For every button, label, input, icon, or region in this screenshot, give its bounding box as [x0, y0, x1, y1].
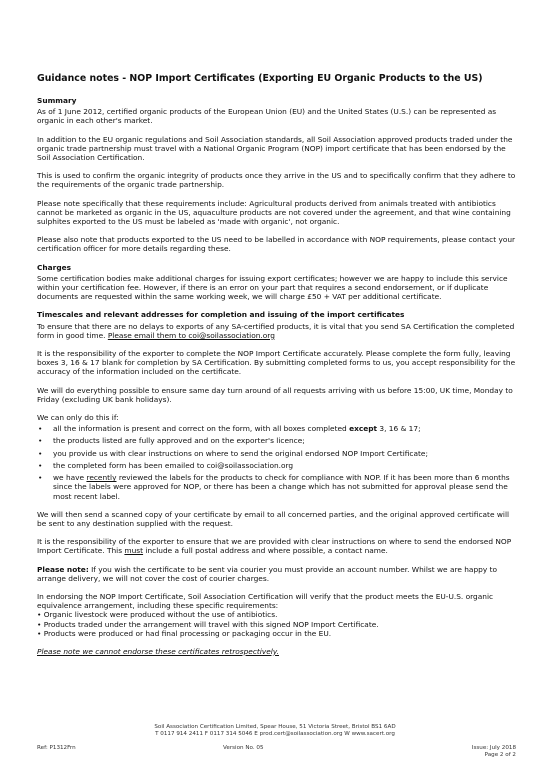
list-item-text: all the information is present and correct on the form, with all boxes completed	[53, 424, 350, 434]
summary-paragraph-1: As of 1 June 2012, certified organic products of the European Union (EU) and the United States (U.S.) can be represented as organic in each other's market.	[37, 107, 497, 126]
charges-heading: Charges	[37, 262, 72, 272]
list-item: • you provide us with clear instructions on where to send the original endorsed NOP Import Certificate;	[37, 449, 520, 458]
paragraph-text: include a full postal address and where possible, a contact name.	[143, 546, 388, 556]
timescales-paragraph-6	[37, 537, 520, 555]
summary-paragraph-5: Please also note that products exported to the US need to be labelled in accordance with NOP requirements, please contact your certification officer for more details regarding these.	[37, 235, 516, 254]
summary-heading: Summary	[37, 96, 77, 105]
note-label: Please note:	[37, 564, 89, 574]
summary-paragraph-2: In addition to the EU organic regulations and Soil Association standards, all Soil Association approved products traded under the organic trade partnership must travel with a National Organic Program (NOP) import certificate that has been endorsed by the Soil Association Certification.	[37, 134, 513, 163]
list-item	[37, 424, 520, 433]
retrospective-notice: Please note we cannot endorse these certificates retrospectively.	[37, 646, 279, 656]
timescales-heading: Timescales and relevant addresses for completion and issuing of the import certificates	[37, 310, 405, 320]
list-item-text: 3, 16 & 17;	[377, 424, 421, 434]
document-ref: Ref: P1312Frn	[37, 745, 76, 751]
list-item-text: reviewed the labels for the products to check for compliance with NOP. If it has been more than 6 months since the labels were approved for NOP, or there has been a change which has not submitted for approval please send the most recent label.	[53, 473, 510, 501]
footer-address	[0, 724, 550, 738]
footer-contact-line: T 0117 914 2411 F 0117 314 5046 E prod.cert@soilassociation.org W www.sacert.org	[155, 731, 395, 737]
document-body	[37, 96, 520, 665]
summary-paragraph-4: Please note specifically that these requirements include: Agricultural products derived from animals treated with antibiotics cannot be marketed as organic in the US, aquaculture products are not covered under the agreement, and that wine containing sulphites exported to the US must be labeled as 'made with organic', not organic.	[37, 198, 511, 227]
requirements-intro: In endorsing the NOP Import Certificate, Soil Association Certification will verify that the product meets the EU-U.S. organic equivalence arrangement, including these specific requirements:	[37, 591, 494, 611]
issue-date: Issue: July 2018	[471, 745, 516, 751]
version-number: Version No. 05	[223, 745, 264, 751]
list-item-emphasis: except	[349, 424, 378, 434]
list-item-text: we have	[53, 473, 87, 483]
timescales-paragraph-3: We will do everything possible to ensure same day turn around of all requests arriving with us before 15:00, UK time, Monday to Friday (excluding UK bank holidays).	[37, 385, 513, 404]
paragraph-underline: must	[124, 546, 144, 556]
page-title: Guidance notes - NOP Import Certificates (Exporting EU Organic Products to the US)	[37, 73, 483, 84]
requirements-block	[37, 592, 520, 638]
courier-note	[37, 565, 520, 583]
timescales-paragraph-1	[37, 322, 520, 340]
email-link[interactable]: Please email them to coi@soilassociation.org	[107, 330, 275, 340]
requirement-item: • Products traded under the arrangement will travel with this signed NOP Import Certificate.	[37, 619, 379, 629]
page-number: Page 2 of 2	[484, 752, 516, 758]
timescales-paragraph-5: We will then send a scanned copy of your certificate by email to all concerned parties, and the original approved certificate will be sent to any destination supplied with the request.	[37, 509, 510, 528]
note-text: If you wish the certificate to be sent via courier you must provide an account number. Whilst we are happy to arrange delivery, we will not cover the cost of courier charges.	[37, 564, 497, 583]
list-item: • the completed form has been emailed to coi@soilassociation.org	[37, 461, 520, 470]
summary-paragraph-3: This is used to confirm the organic integrity of products once they arrive in the US and to specifically confirm that they adhere to the requirements of the organic trade partnership.	[37, 171, 516, 190]
timescales-paragraph-4: We can only do this if:	[37, 413, 119, 423]
requirement-item: • Organic livestock were produced without the use of antibiotics.	[37, 610, 278, 620]
list-item	[37, 473, 520, 501]
paragraph-text: It is the responsibility of the exporter to ensure that we are provided with clear instructions on where to send the endorsed NOP Import Certificate. This	[37, 537, 512, 556]
charges-paragraph: Some certification bodies make additional charges for issuing export certificates; however we are happy to include this service within your certification fee. However, if there is an error on your part that requires a second endorsement, or if duplicate documents are requested within the same working week, we will charge £50 + VAT per additional certificate.	[37, 273, 508, 302]
timescales-paragraph-2: It is the responsibility of the exporter to complete the NOP Import Certificate accurately. Please complete the form fully, leaving boxes 3, 16 & 17 blank for completion by SA Certification. By submitting completed forms to us, you accept responsibility for the accuracy of the information included on the certificate.	[37, 349, 516, 377]
footer-address-line: Soil Association Certification Limited, Spear House, 51 Victoria Street, Bristol BS1 6AD	[154, 724, 396, 730]
timescales-text: To ensure that there are no delays to exports of any SA-certified products, it is vital that you send SA Certification the completed form in good time.	[37, 321, 515, 340]
issue-info	[472, 745, 516, 759]
list-item: • the products listed are fully approved and on the exporter's licence;	[37, 436, 520, 445]
requirement-item: • Products were produced or had final processing or packaging occur in the EU.	[37, 628, 332, 638]
list-item-underline: recently	[86, 473, 117, 483]
conditions-list	[37, 424, 520, 500]
